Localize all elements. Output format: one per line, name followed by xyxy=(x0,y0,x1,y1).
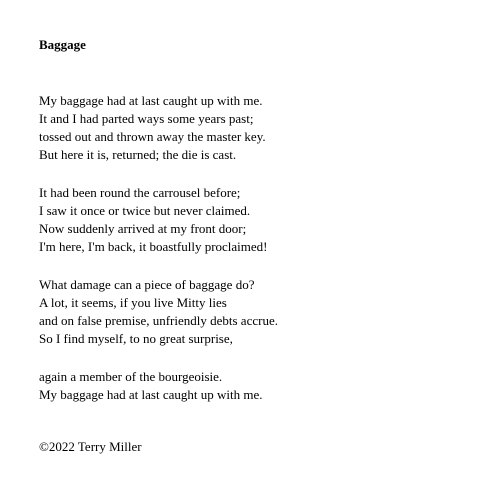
poem-line: I saw it once or twice but never claimed. xyxy=(39,203,251,218)
poem-line: It had been round the carrousel before; xyxy=(39,185,241,200)
poem-line: My baggage had at last caught up with me. xyxy=(39,387,263,402)
stanza-2 xyxy=(39,184,479,256)
poem-title: Baggage xyxy=(39,37,86,52)
poem-line: and on false premise, unfriendly debts accrue. xyxy=(39,313,278,328)
poem-line: It and I had parted ways some years past; xyxy=(39,111,254,126)
poem-line: So I find myself, to no great surprise, xyxy=(39,331,233,346)
stanza-4 xyxy=(39,368,479,404)
stanza-3 xyxy=(39,276,479,348)
poem-line: A lot, it seems, if you live Mitty lies xyxy=(39,295,227,310)
poem-line: again a member of the bourgeoisie. xyxy=(39,369,223,384)
poem-line: What damage can a piece of baggage do? xyxy=(39,277,255,292)
poem-line: I'm here, I'm back, it boastfully proclaimed! xyxy=(39,239,268,254)
copyright-notice: ©2022 Terry Miller xyxy=(39,439,142,454)
poem-body xyxy=(39,92,479,404)
poem-line: My baggage had at last caught up with me. xyxy=(39,93,263,108)
poem-page xyxy=(39,36,479,456)
poem-line: But here it is, returned; the die is cast. xyxy=(39,147,237,162)
poem-line: Now suddenly arrived at my front door; xyxy=(39,221,247,236)
poem-line: tossed out and thrown away the master key. xyxy=(39,129,266,144)
stanza-1 xyxy=(39,92,479,164)
